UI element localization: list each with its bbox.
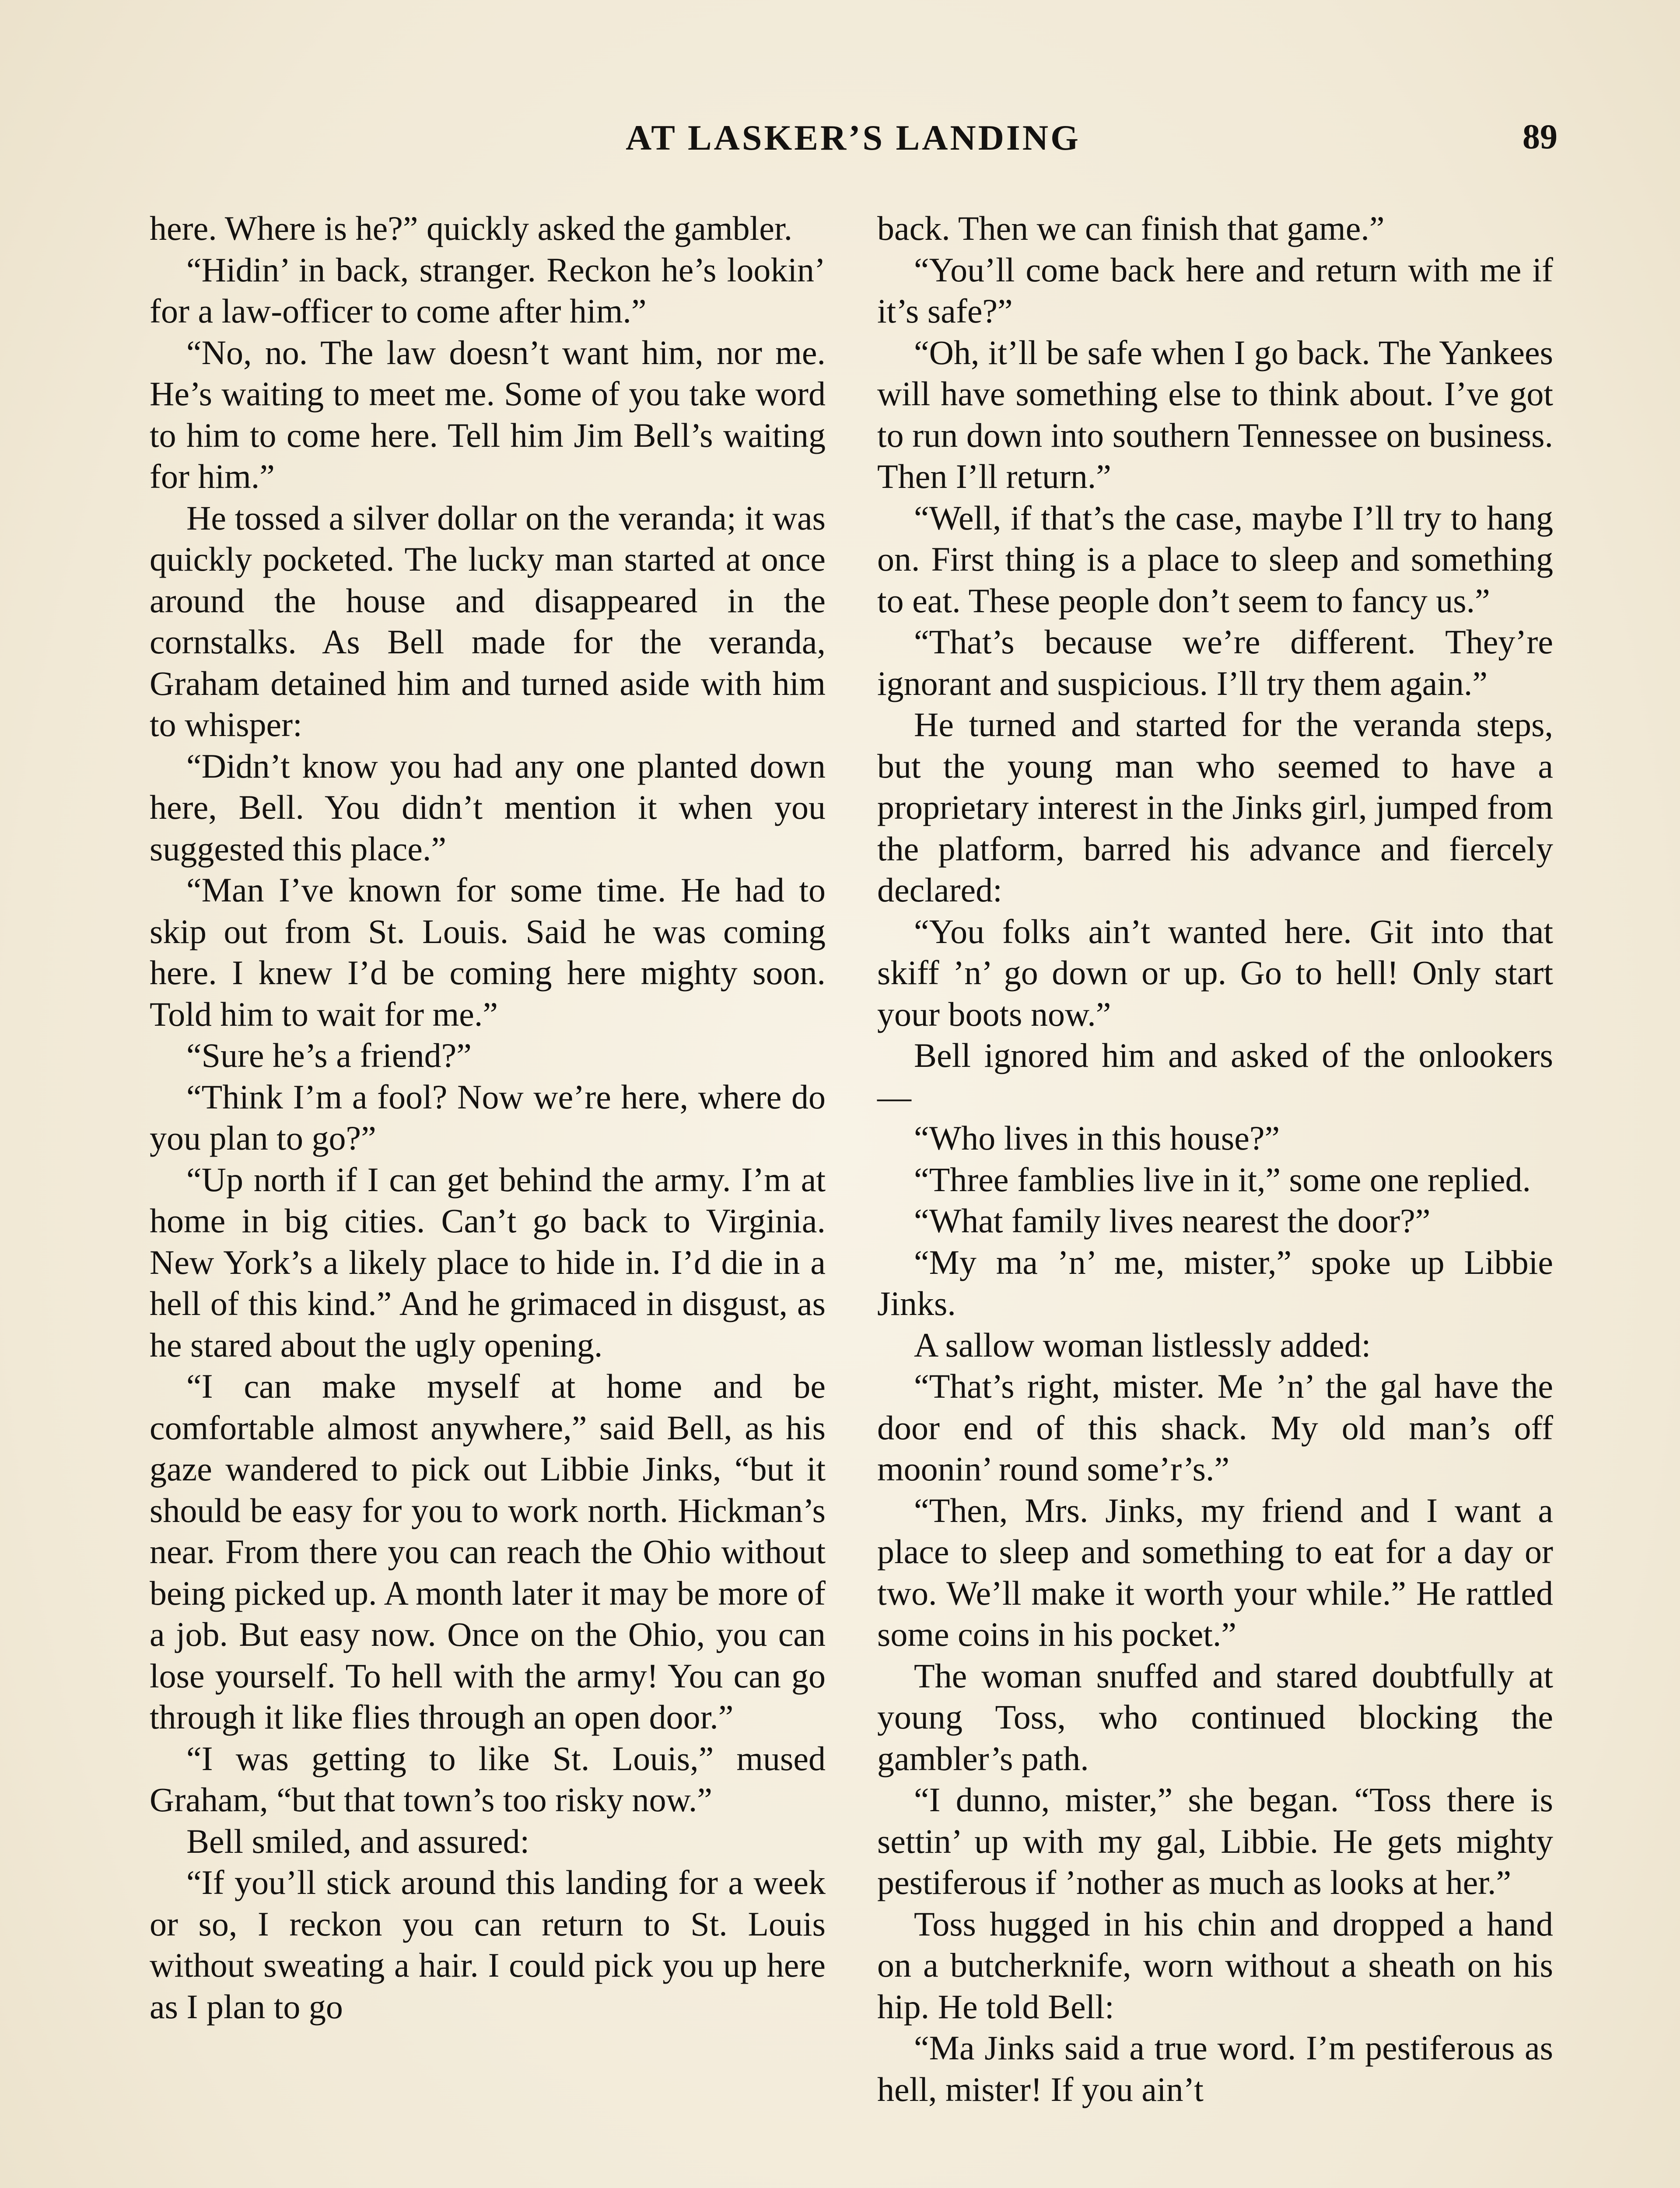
left-column — [150, 208, 826, 2027]
paragraph: “Oh, it’ll be safe when I go back. The Yankees will have something else to think about. I’ve got to run down into southern Tennessee on business. Then I’ll return.” — [877, 333, 1553, 495]
paragraph: “Didn’t know you had any one planted down here, Bell. You didn’t mention it when you suggested this place.” — [150, 747, 826, 868]
paragraph: “Then, Mrs. Jinks, my friend and I want a place to sleep and something to eat for a day or two. We’ll make it worth your while.” He rattled some coins in his pocket.” — [877, 1491, 1553, 1653]
paragraph: He tossed a silver dollar on the veranda; it was quickly pocketed. The lucky man started at once around the house and disappeared in the cornstalks. As Bell made for the veranda, Graham detained him and turned aside with him to whisper: — [150, 498, 826, 743]
paragraph: “Three famblies live in it,” some one replied. — [914, 1160, 1531, 1199]
paragraph: The woman snuffed and stared doubtfully at young Toss, who continued blocking the gambler’s path. — [877, 1656, 1553, 1778]
paragraph: “Ma Jinks said a true word. I’m pestiferous as hell, mister! If you ain’t — [877, 2029, 1553, 2108]
paragraph: back. Then we can finish that game.” — [877, 209, 1385, 247]
paragraph: “What family lives nearest the door?” — [914, 1202, 1431, 1240]
paragraph: Bell ignored him and asked of the onlookers— — [877, 1036, 1553, 1116]
paragraph: Toss hugged in his chin and dropped a hand on a butcherknife, worn without a sheath on his hip. He told Bell: — [877, 1904, 1553, 2026]
paragraph: “My ma ’n’ me, mister,” spoke up Libbie Jinks. — [877, 1243, 1553, 1322]
paragraph: “Hidin’ in back, stranger. Reckon he’s lookin’ for a law-officer to come after him.” — [150, 250, 826, 330]
paragraph: A sallow woman listlessly added: — [914, 1325, 1371, 1364]
paragraph: “I dunno, mister,” she began. “Toss there is settin’ up with my gal, Libbie. He gets mighty pestiferous if ’nother as much as looks at her.” — [877, 1781, 1553, 1901]
paragraph: “You’ll come back here and return with me if it’s safe?” — [877, 250, 1553, 330]
paragraph: “That’s because we’re different. They’re ignorant and suspicious. I’ll try them again.” — [877, 623, 1553, 702]
paragraph: “Well, if that’s the case, maybe I’ll try to hang on. First thing is a place to sleep and something to eat. These people don’t seem to fancy us.” — [877, 498, 1553, 620]
paragraph: Bell smiled, and assured: — [186, 1822, 530, 1860]
page-number: 89 — [1522, 118, 1558, 156]
paragraph: here. Where is he?” quickly asked the gambler. — [150, 209, 793, 247]
paragraph: “I was getting to like St. Louis,” mused Graham, “but that town’s too risky now.” — [150, 1739, 826, 1819]
chapter-title: AT LASKER’S LANDING — [626, 118, 1081, 158]
right-column — [877, 208, 1553, 2110]
paragraph: He turned and started for the veranda steps, but the young man who seemed to have a proprietary interest in the Jinks girl, jumped from the platform, barred his advance and fiercely declared: — [877, 705, 1553, 909]
paragraph: “That’s right, mister. Me ’n’ the gal have the door end of this shack. My old man’s off moonin’ round some’r’s.” — [877, 1367, 1553, 1488]
paragraph: “Think I’m a fool? Now we’re here, where do you plan to go?” — [150, 1077, 826, 1157]
running-head — [149, 117, 1558, 165]
paragraph: “Man I’ve known for some time. He had to skip out from St. Louis. Said he was coming here. I knew I’d be coming here mighty soon. Told him to wait for me.” — [150, 871, 826, 1033]
paragraph: “Who lives in this house?” — [914, 1119, 1280, 1157]
paragraph: “If you’ll stick around this landing for a week or so, I reckon you can return to St. Louis without sweating a hair. I could pick you up here as I plan to go — [150, 1863, 826, 2026]
paragraph: “You folks ain’t wanted here. Git into that skiff ’n’ go down or up. Go to hell! Only start your boots now.” — [877, 912, 1553, 1033]
paragraph: “Sure he’s a friend?” — [186, 1036, 472, 1074]
paragraph: “No, no. The law doesn’t want him, nor me. He’s waiting to meet me. Some of you take word to him to come here. Tell him Jim Bell’s waiting for him.” — [150, 333, 826, 495]
paragraph: “I can make myself at home and be comfortable almost anywhere,” said Bell, as his gaze wandered to pick out Libbie Jinks, “but it should be easy for you to work north. Hickman’s near. From there you can reach the Ohio without being picked up. A month later it may be more of a job. But easy now. Once on the Ohio, you can lose yourself. To hell with the army! You can go through it like flies through an open door.” — [150, 1367, 826, 1736]
paragraph: “Up north if I can get behind the army. I’m at home in big cities. Can’t go back to Virginia. New York’s a likely place to hide in. I’d die in a hell of this kind.” And he grimaced in disgust, as he stared about the ugly opening. — [150, 1160, 826, 1364]
